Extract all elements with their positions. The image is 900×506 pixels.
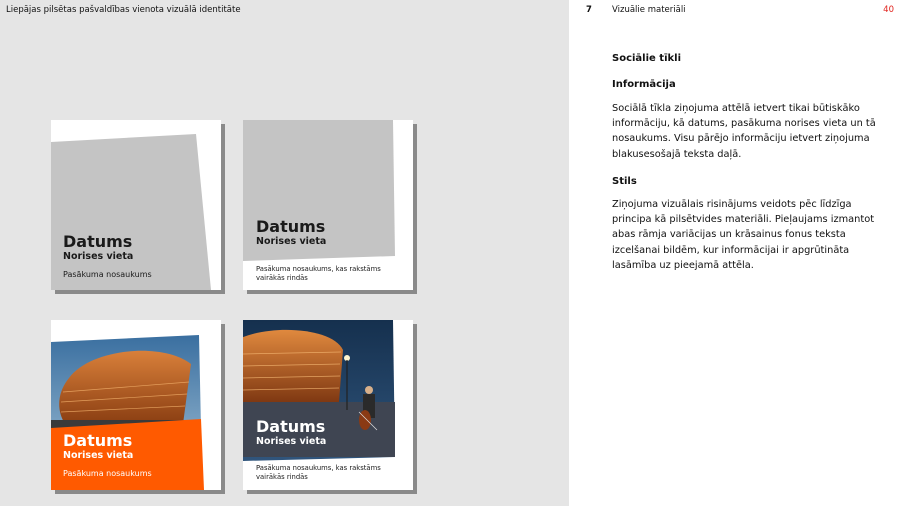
card-date: Datums	[256, 417, 326, 436]
post-template-gray-white-box	[243, 120, 413, 290]
section-number: 7	[586, 5, 592, 15]
document-title: Liepājas pilsētas pašvaldības vienota vizuālā identitāte	[6, 5, 241, 15]
style-paragraph: Ziņojuma vizuālais risinājums veidots pēc līdzīga principa kā pilsētvides materiāli. Pieļaujams izmantot abas rāmja variācijas un krāsainus fonus teksta izcelšanai bildēm, kur informācijai ir apgrūtināta lasāmība uz pieejamā attēla.	[612, 199, 875, 271]
info-paragraph: Sociālā tīkla ziņojuma attēlā ietvert tikai būtiskāko informāciju, kā datums, pasākuma norises vieta un tā nosaukums. Visu pārējo informāciju ietvert ziņojuma blakusesošajā teksta daļā.	[612, 103, 876, 160]
page-heading: Sociālie tīkli	[612, 53, 682, 64]
gray-placeholder-shape	[51, 120, 221, 290]
concert-hall-photo	[51, 320, 221, 490]
card-event-name: Pasākuma nosaukums	[63, 270, 152, 279]
card-place: Norises vieta	[63, 251, 134, 262]
card-date: Datums	[63, 232, 133, 251]
post-template-photo-white-box	[243, 320, 413, 490]
card-place: Norises vieta	[256, 436, 327, 447]
card-event-name: Pasākuma nosaukums, kas rakstāms vairākās rindās	[256, 265, 381, 283]
post-template-orange-block	[51, 320, 221, 490]
post-template-gray-frame	[51, 120, 221, 290]
card-date: Datums	[63, 431, 133, 450]
card-event-name: Pasākuma nosaukums, kas rakstāms vairākās rindās	[256, 464, 381, 482]
card-place: Norises vieta	[63, 450, 134, 461]
card-place: Norises vieta	[256, 236, 327, 247]
card-date: Datums	[256, 217, 326, 236]
info-heading: Informācija	[612, 79, 676, 90]
style-heading: Stils	[612, 176, 637, 187]
page-number: 40	[883, 5, 894, 15]
section-title: Vizuālie materiāli	[612, 5, 686, 15]
card-event-name: Pasākuma nosaukums	[63, 469, 152, 478]
